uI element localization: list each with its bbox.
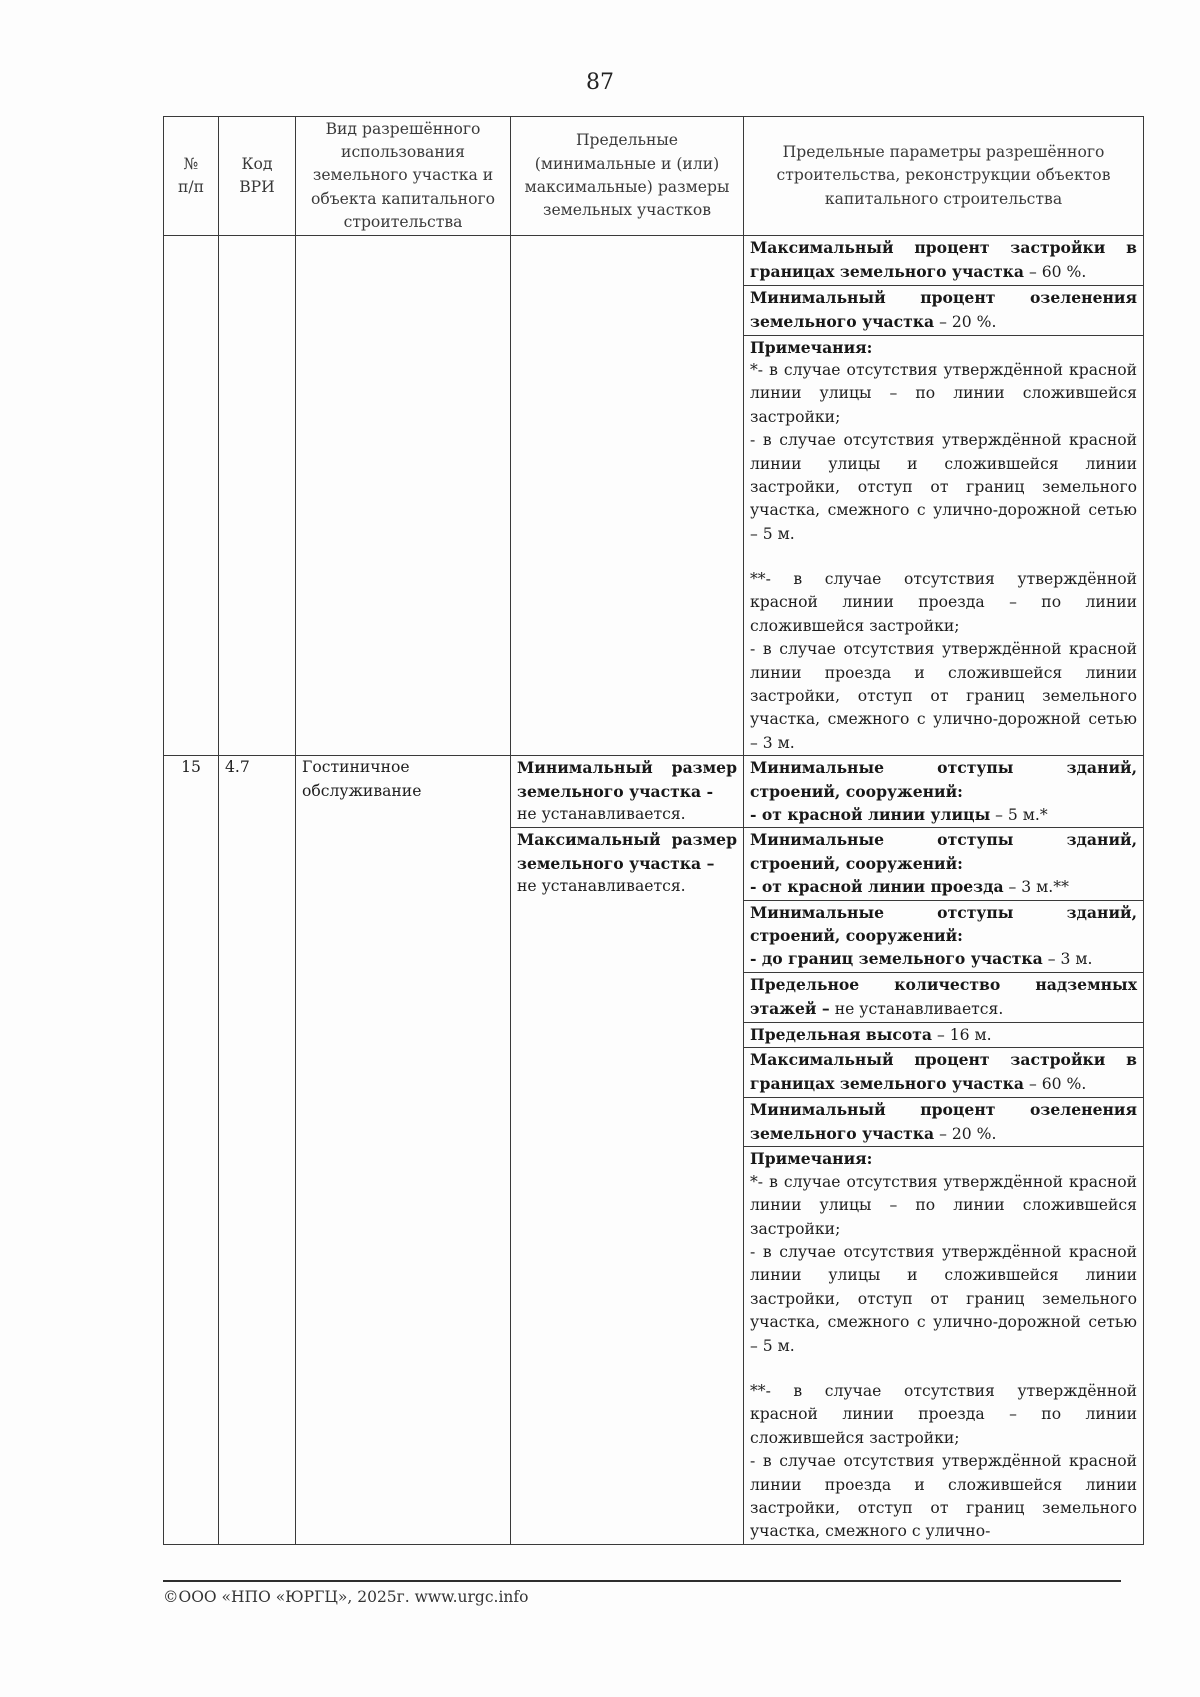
param-indent-passage: Минимальные отступы зданий, строений, сооружений: - от красной линии проезда – 3 м.** <box>744 828 1144 900</box>
page-number: 87 <box>586 70 614 95</box>
header-num: № п/п <box>164 117 219 236</box>
header-size: Предельные (минимальные и (или) максимальные) размеры земельных участков <box>511 117 744 236</box>
cell-num-empty <box>164 236 219 756</box>
param-indent-street: Минимальные отступы зданий, строений, сооружений: - от красной линии улицы – 5 м.* <box>744 756 1144 828</box>
header-use: Вид разрешённого использования земельного участка и объекта капитального строительства <box>296 117 511 236</box>
param-indent-border: Минимальные отступы зданий, строений, сооружений: - до границ земельного участка – 3 м. <box>744 900 1144 972</box>
footer-rule <box>163 1580 1121 1582</box>
param-floors: Предельное количество надземных этажей – не устанавливается. <box>744 972 1144 1022</box>
note-line: - в случае отсутствия утверждённой красной линии улицы и сложившейся линии застройки, отступ от границ земельного участка, смежного с улично-дорожной сетью – 5 м. <box>750 431 1137 543</box>
cell-code: 4.7 <box>219 756 296 1545</box>
param-min-green: Минимальный процент озеленения земельного участка – 20 %. <box>744 285 1144 335</box>
table-row <box>164 236 1144 286</box>
cell-use: Гостиничное обслуживание <box>296 756 511 1545</box>
note-line: **- в случае отсутствия утверждённой красной линии проезда – по линии сложившейся застройки; <box>750 1381 1137 1447</box>
cell-code-empty <box>219 236 296 756</box>
cell-size-empty <box>511 236 744 756</box>
note-line: **- в случае отсутствия утверждённой красной линии проезда – по линии сложившейся застройки; <box>750 570 1137 635</box>
param-height: Предельная высота – 16 м. <box>744 1022 1144 1047</box>
header-code: Код ВРИ <box>219 117 296 236</box>
note-line: *- в случае отсутствия утверждённой красной линии улицы – по линии сложившейся застройки; <box>750 360 1137 426</box>
note-line: - в случае отсутствия утверждённой красной линии проезда и сложившейся линии застройки, отступ от границ земельного участка, смежного с улично-дорожной сетью – 3 м. <box>750 640 1137 752</box>
cell-max-size: Максимальный размер земельного участка – не устанавливается. <box>511 828 744 1544</box>
param-max-build: Максимальный процент застройки в границах земельного участка – 60 %. <box>744 1047 1144 1097</box>
note-line: - в случае отсутствия утверждённой красной линии улицы и сложившейся линии застройки, отступ от границ земельного участка, смежного с улично-дорожной сетью – 5 м. <box>750 1243 1137 1355</box>
regulations-table <box>163 116 1144 1545</box>
table-header-row <box>164 117 1144 236</box>
header-params: Предельные параметры разрешённого строительства, реконструкции объектов капитального строительства <box>744 117 1144 236</box>
param-min-green: Минимальный процент озеленения земельного участка – 20 %. <box>744 1097 1144 1147</box>
cell-use-empty <box>296 236 511 756</box>
cell-num: 15 <box>164 756 219 1545</box>
cell-min-size: Минимальный размер земельного участка - не устанавливается. <box>511 756 744 828</box>
notes-title: Примечания: <box>750 337 873 357</box>
note-line: *- в случае отсутствия утверждённой красной линии улицы – по линии сложившейся застройки; <box>750 1172 1137 1238</box>
param-notes <box>744 1147 1144 1544</box>
note-line: - в случае отсутствия утверждённой красной линии проезда и сложившейся линии застройки, отступ от границ земельного участка, смежного с улично- <box>750 1452 1137 1541</box>
footer-copyright: ©ООО «НПО «ЮРГЦ», 2025г. www.urgc.info <box>163 1588 529 1606</box>
param-notes <box>744 335 1144 756</box>
param-max-build: Максимальный процент застройки в границах земельного участка – 60 %. <box>744 236 1144 286</box>
table-row <box>164 756 1144 828</box>
notes-title: Примечания: <box>750 1149 873 1169</box>
